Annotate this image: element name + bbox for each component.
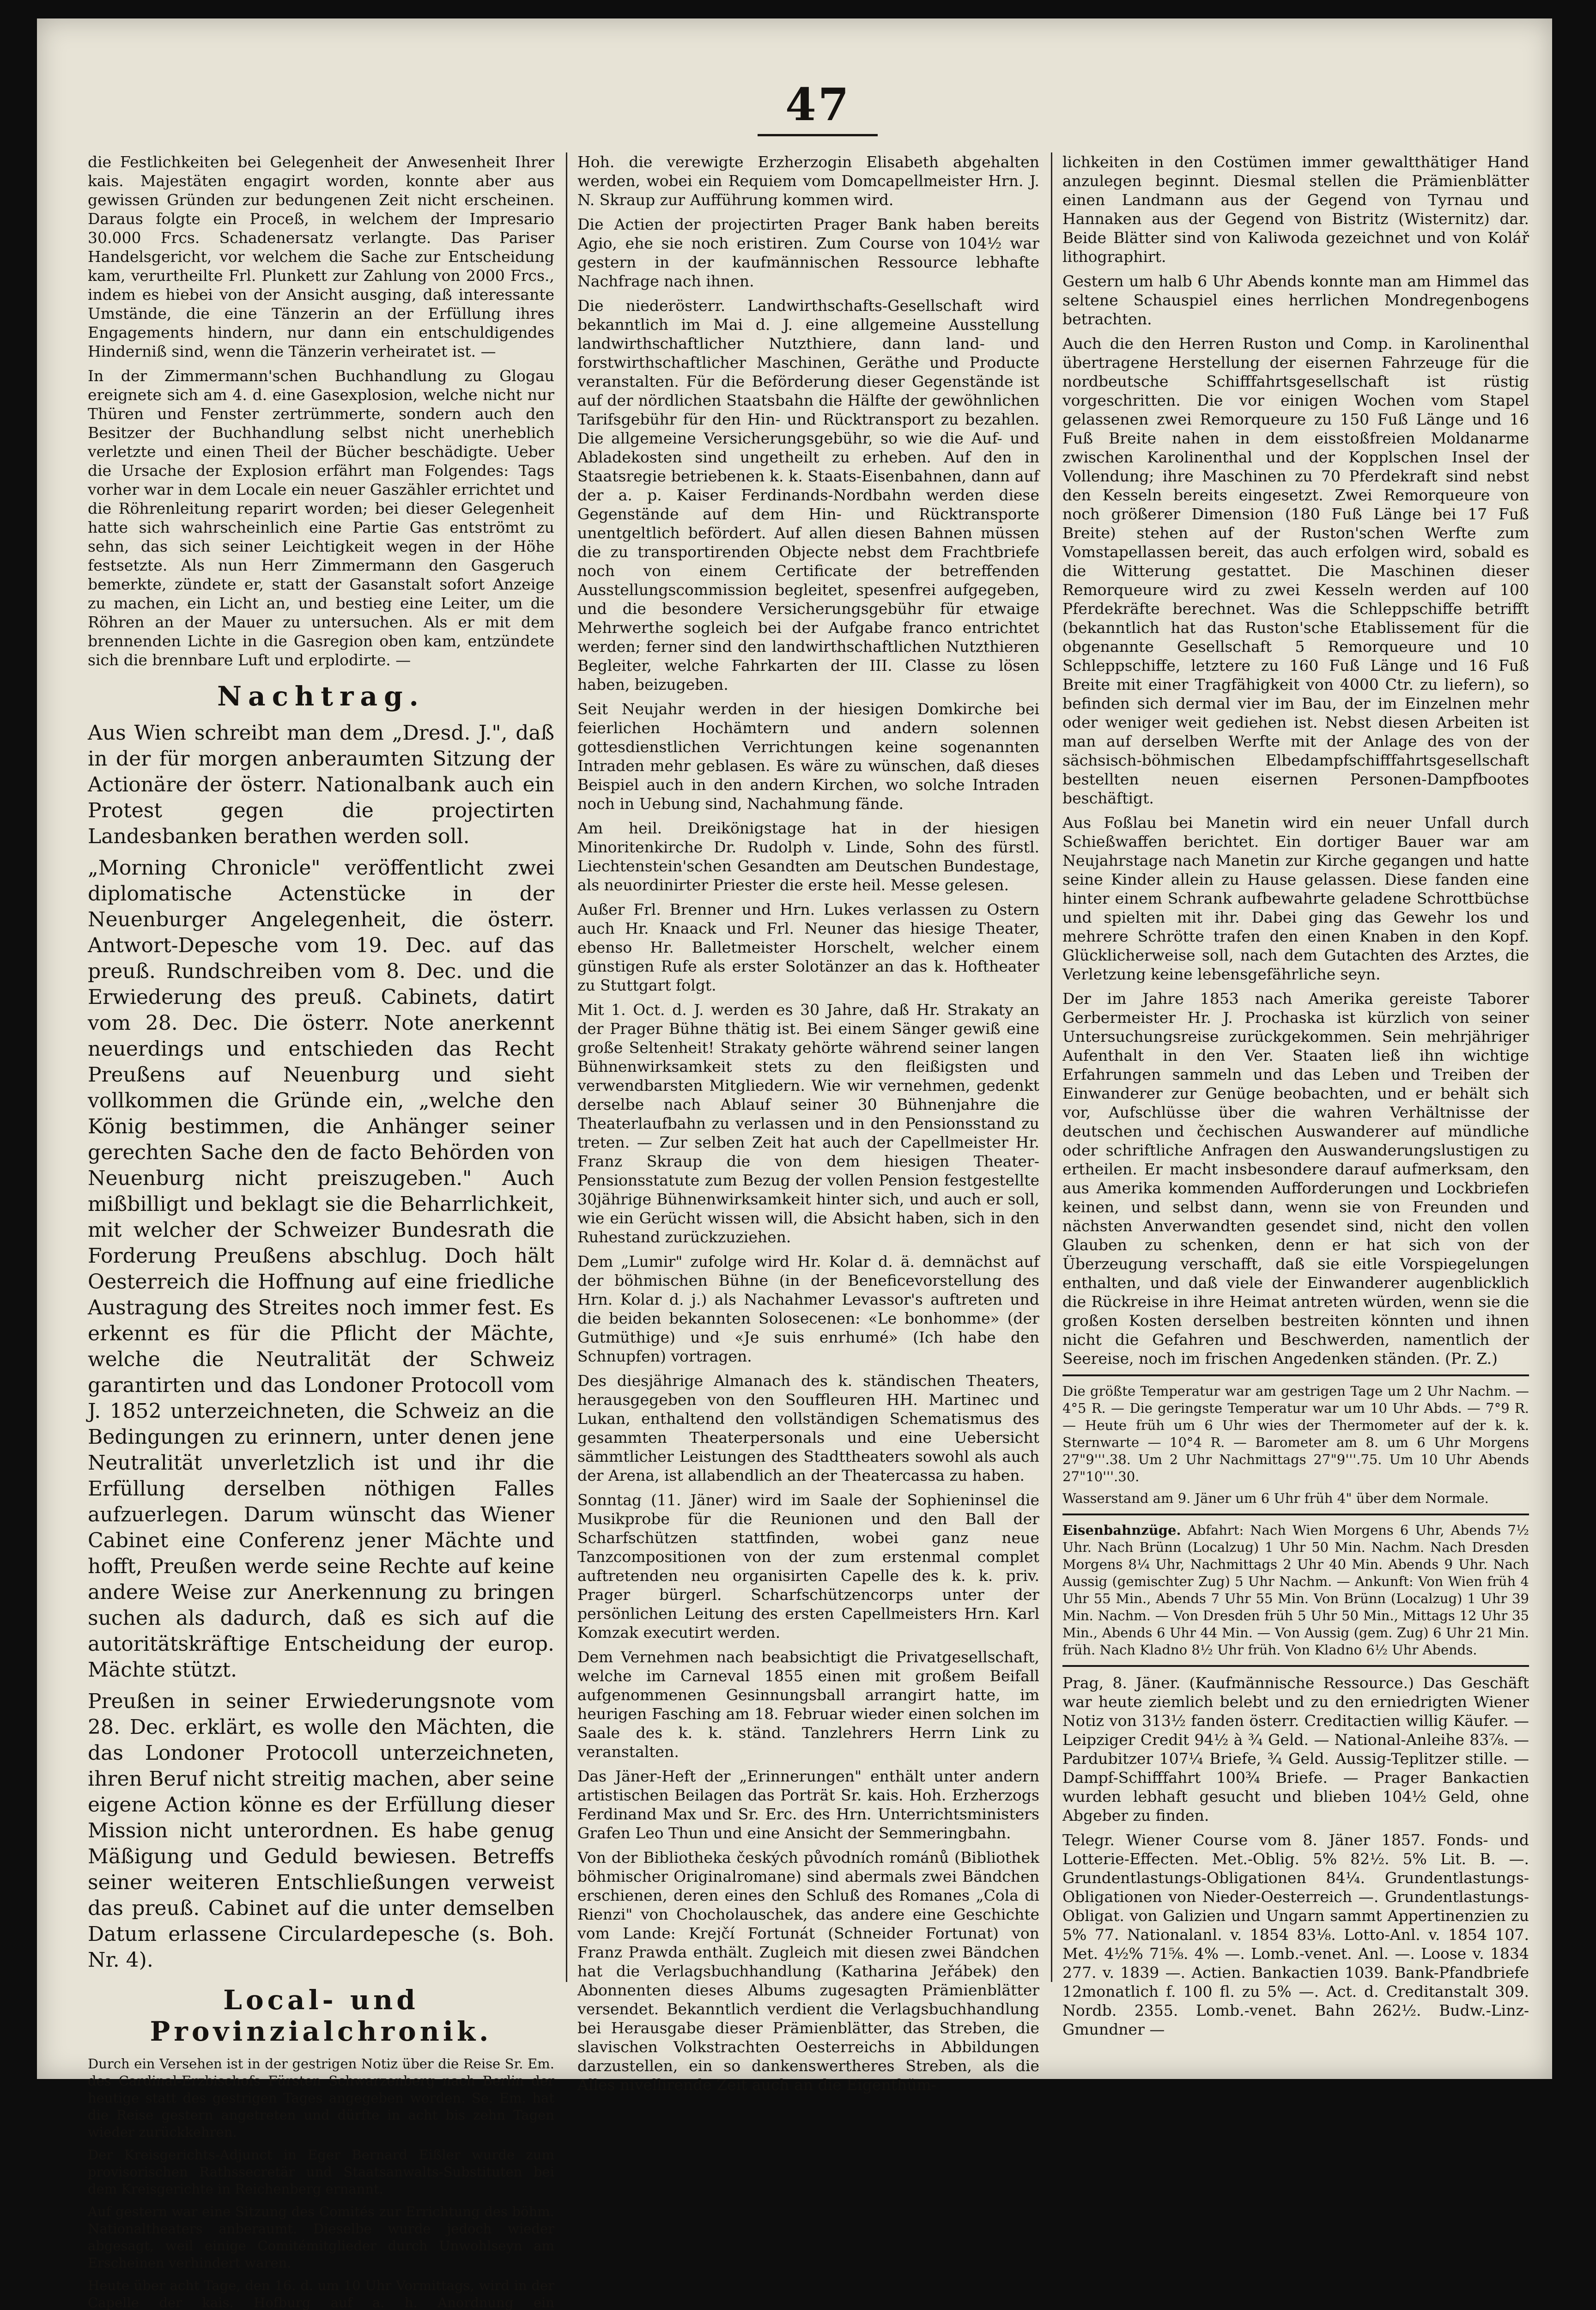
article-plunkett-end: die Festlichkeiten bei Gelegenheit der Anwesenheit Ihrer kais. Majestäten engagirt worden, konnte aber aus gewissen Gründen zur bedungenen Zeit nicht erscheinen. Daraus folgte ein Proceß, in welchem der Impresario 30.000 Frcs. Schadenersatz verlangte. Das Pariser Handelsgericht, vor welchem die Sache zur Entscheidung kam, verurtheilte Frl. Plunkett zur Zahlung von 2000 Frcs., indem es hiebei von der Ansicht ausging, daß interessante Umstände, die eine Tänzerin an der Erfüllung ihres Engagements hindern, nur dann ein entschuldigendes Hinderniß sind, wenn die Tänzerin verheiratet ist. — [88,153,554,360]
column-left [88,152,554,2310]
article-neuenburg: „Morning Chronicle" veröffentlicht zwei diplomatische Actenstücke in der Neuenburger Angelegenheit, die österr. Antwort-Depesche vom 19. Dec. auf das preuß. Rundschreiben vom 8. Dec. und die Erwiederung des preuß. Cabinets, datirt vom 28. Dec. Die österr. Note anerkennt neuerdings und entschieden das Recht Preußens auf Neuenburg und sieht vollkommen die Gründe ein, „welche den König bestimmen, die Anhänger seiner gerechten Sache den de facto Behörden von Neuenburg nicht preiszugeben." Auch mißbilligt und beklagt sie die Beharrlichkeit, mit welcher der Schweizer Bundesrath die Forderung Preußens abschlug. Doch hält Oesterreich die Hoffnung auf eine friedliche Austragung des Streites noch immer fest. Es erkennt es für die Pflicht der Mächte, welche die Neutralität der Schweiz garantirten und das Londoner Protocoll vom J. 1852 unterzeichneten, die Schweiz an die Bedingungen zu erinnern, unter denen jene Neutralität unverletzlich ist und ihr die Erfüllung derselben nöthigen Falles aufzuerlegen. Darum wünscht das Wiener Cabinet eine Conferenz jener Mächte und hofft, Preußen werde seine Rechte auf keine andere Weise zur Anerkennung zu bringen suchen als dadurch, daß es sich auf die autoritätskräftige Entscheidung der europ. Mächte stützt. [88,856,554,1682]
article-mondregenbogen: Gestern um halb 6 Uhr Abends konnte man am Himmel das seltene Schauspiel eines herrlichen Mondregenbogens betrachten. [1062,272,1529,328]
article-carneval: Dem Vernehmen nach beabsichtigt die Privatgesellschaft, welche im Carneval 1855 einen mit großem Beifall aufgenommenen Gesinnungsball arrangirt hatte, im heurigen Fasching am 18. Februar wieder einen solchen im Saale des k. k. ständ. Tanzlehrers Herrn Link zu veranstalten. [577,1648,1039,1761]
article-nationalbank: Aus Wien schreibt man dem „Dresd. J.", daß in der für morgen anberaumten Sitzung der Actionäre der österr. Nationalbank auch ein Protest gegen die projectirten Landesbanken berathen werden soll. [88,721,554,848]
heading-local-chronik: Local- und Provinzialchronik. [150,1984,492,2047]
article-strakaty: Mit 1. Oct. d. J. werden es 30 Jahre, daß Hr. Strakaty an der Prager Bühne thätig ist. Bei einem Sänger gewiß eine große Seltenheit! Strakaty gehörte während seiner langen Bühnenwirksamkeit stets zu den fleißigsten und verwendbarsten Mitgliedern. Wie wir vernehmen, gedenkt derselbe nach Ablauf seiner 30 Bühnenjahre die Theaterlaufbahn zu verlassen und in den Pensionsstand zu treten. — Zur selben Zeit hat auch der Capellmeister Hr. Franz Skraup die von dem hiesigen Theater-Pensionsstatute zum Bezug der vollen Pension festgestellte 30jährige Bühnenwirksamkeit hinter sich, und auch er soll, wie ein Gerücht wissen will, die Absicht haben, sich in den Ruhestand zurückzuziehen. [577,1001,1039,1246]
article-requiem: Hoh. die verewigte Erzherzogin Elisabeth abgehalten werden, wobei ein Requiem vom Domcapellmeister Hrn. J. N. Skraup zur Aufführung kommen wird. [577,153,1039,209]
article-theater-abgang: Außer Frl. Brenner und Hrn. Lukes verlassen zu Ostern auch Hr. Knaack und Frl. Neuner das hiesige Theater, ebenso Hr. Balletmeister Horschelt, welcher einem günstigen Rufe als erster Solotänzer an das k. Hoftheater zu Stuttgart folgt. [577,900,1039,994]
article-nationaltheater: Auf gestern war eine Sitzung des Comités zur Errichtung des böhm. Nationaltheaters anberaumt. Dieselbe wurde jedoch wieder abgesagt, weil einige Comitémitglieder durch Unwohlseyn am Erscheinen verhindert waren. [88,2204,554,2271]
divider-rail [1062,1514,1529,1515]
article-ruston: Auch die den Herren Ruston und Comp. in Karolinenthal übertragene Herstellung der eisernen Fahrzeuge für die nordbeutsche Schifffahrtsgesellschaft ist rüstig vorgeschritten. Die vor einigen Wochen vom Stapel gelassenen zwei Remorqueure zu 150 Fuß Länge und 16 Fuß Breite nahen in dem eisstoßfreien Moldanarme zwischen Karolinenthal und der Kopplschen Insel der Vollendung; ihre Maschinen zu 70 Pferdekraft sind nebst den Kesseln bereits eingesetzt. Zwei Remorqueure von noch größerer Dimension (180 Fuß Länge bei 17 Fuß Breite) stehen auf der Ruston'schen Werfte zum Vomstapellassen bereit, das auch erfolgen wird, sobald es die Witterung gestattet. Die Maschinen dieser Remorqueure wird zu zwei Kesseln werden auf 100 Pferdekräfte berechnet. Was die Schleppschiffe betrifft (bekanntlich hat das Ruston'sche Etablissement für die obgenannte Gesellschaft 5 Remorqueure und 10 Schleppschiffe, letztere zu 160 Fuß Länge und 16 Fuß Breite mit einer Tragfähigkeit von 4000 Ctr. zu liefern), so befinden sich dermal vier im Bau, der im Einzelnen mehr oder weniger weit gediehen ist. Nebst diesen Arbeiten ist man auf derselben Werfte mit der Anlage des von der sächsisch-böhmischen Elbedampfschifffahrtsgesellschaft bestellten neuen eisernen Personen-Dampfbootes beschäftigt. [1062,334,1529,807]
article-fosslau: Aus Foßlau bei Manetin wird ein neuer Unfall durch Schießwaffen berichtet. Ein dortiger Bauer war am Neujahrstage nach Manetin zur Kirche gegangen und hatte seine Kinder allein zu Hause gelassen. Diese fanden eine hinter einem Schrank aufbewahrte geladene Schrottbüchse und spielten mit ihr. Dabei ging das Gewehr los und mehrere Schrötte trafen den einen Knaben in den Kopf. Glücklicherweise soll, nach dem Gutachten des Arztes, die Verletzung keine lebensgefährliche seyn. [1062,814,1529,983]
divider-market [1062,1665,1529,1667]
divider-weather [1062,1374,1529,1376]
article-prochaska: Der im Jahre 1853 nach Amerika gereiste Taborer Gerbermeister Hr. J. Prochaska ist kürzlich von seiner Untersuchungsreise zurückgekommen. Sein mehrjähriger Aufenthalt in den Ver. Staaten ließ ihn wichtige Erfahrungen sammeln und das Leben und Treiben der Einwanderer zur Genüge beobachten, und er behält sich vor, Aufschlüsse über die wahren Verhältnisse der deutschen und čechischen Auswanderer auf mündliche oder schriftliche Anfragen den Auswanderungslustigen zu ertheilen. Er macht insbesondere darauf aufmerksam, den aus Amerika kommenden Aufforderungen und Lockbriefen keinen, und selbst dann, wenn sie von Freunden und nächsten Anverwandten gesendet sind, nicht den vollen Glauben zu schenken, denn er hat sich von der Überzeugung verschafft, daß sie eitle Vorspiegelungen enthalten, und daß viele der Einwanderer augenblicklich die Rückreise in ihre Heimat antreten würden, wenn sie die großen Kosten derselben bestreiten könnten und ihnen nicht die Gefahren und Beschwerden, namentlich der Seereise, noch im frischen Angedenken ständen. (Pr. Z.) [1062,990,1529,1368]
market-prag: Prag, 8. Jäner. (Kaufmännische Ressource.) Das Geschäft war heute ziemlich belebt und zu den erniedrigten Wiener Notiz von 313½ fanden österr. Creditactien willig Käufer. — Leipziger Credit 94½ à ¾ Geld. — National-Anleihe 83⅞. — Pardubitzer 107¼ Briefe, ¾ Geld. Aussig-Teplitzer stille. — Dampf-Schifffahrt 100¾ Briefe. — Prager Bankactien wurden lebhaft gesucht und blieben 104½ Geld, ohne Abgeber zu finden. [1062,1674,1529,1824]
column-divider-left [566,152,567,1982]
railway-text: Abfahrt: Nach Wien Morgens 6 Uhr, Abends 7½ Uhr. Nach Brünn (Localzug) 1 Uhr 50 Min. Nachm. Nach Dresden Morgens 8¼ Uhr, Nachmittags 2 Uhr 40 Min. Abends 9 Uhr. Nach Aussig (gemischter Zug) 5 Uhr Nachm. — Ankunft: Von Wien früh 4 Uhr 55 Min., Abends 7 Uhr 55 Min. Von Brünn (Localzug) 1 Uhr 39 Min. Nachm. — Von Dresden früh 5 Uhr 50 Min., Mittags 12 Uhr 35 Min., Abends 6 Uhr 44 Min. — Von Aussig (gem. Zug) 6 Uhr 21 Min. früh. Nach Kladno 8½ Uhr früh. Von Kladno 6½ Uhr Abends. [1062,1522,1529,1658]
article-musikprobe: Sonntag (11. Jäner) wird im Saale der Sophieninsel die Musikprobe für die Reunionen und den Ball der Scharfschützen stattfinden, wobei ganz neue Tanzcompositionen von der zum erstenmal complet auftretenden neu organisirten Capelle des k. k. priv. Prager bürgerl. Scharfschützencorps unter der persönlichen Leitung des ersten Capellmeisters Hrn. Karl Komzak executirt werden. [577,1491,1039,1641]
article-erinnerungen: Das Jäner-Heft der „Erinnerungen" enthält unter andern artistischen Beilagen das Porträt Sr. kais. Hoh. Erzherzogs Ferdinand Max und Sr. Erc. des Hrn. Unterrichtsministers Grafen Leo Thun und eine Ansicht der Semmeringbahn. [577,1767,1039,1842]
page-number-rule [758,134,878,136]
column-middle [577,152,1039,2094]
article-intraden: Seit Neujahr werden in der hiesigen Domkirche bei feierlichen Hochämtern und andern solennen gottesdienstlichen Verrichtungen keine sogenannten Intraden mehr geblasen. Es wäre zu wünschen, daß dieses Beispiel auch in den andern Kirchen, wo solche Intraden noch in Uebung sind, Nachahmung fände. [577,700,1039,813]
article-almanach: Des diesjährige Almanach des k. ständischen Theaters, herausgegeben von den Souffleuren HH. Martinec und Lukan, enthaltend den vollständigen Schematismus des gesammten Theaterpersonals und eine Uebersicht sämmtlicher Leistungen des Stadttheaters sowohl als auch der Arena, ist allabendlich an der Theatercassa zu haben. [577,1372,1039,1484]
article-prager-bank: Die Actien der projectirten Prager Bank haben bereits Agio, ehe sie noch eristiren. Zum Course von 104½ war gestern in der kaufmännischen Ressource lebhafte Nachfrage nach ihnen. [577,215,1039,290]
weather-report: Die größte Temperatur war am gestrigen Tage um 2 Uhr Nachm. — 4°5 R. — Die geringste Temperatur war um 10 Uhr Abds. — 7°9 R. — Heute früh um 6 Uhr wies der Thermometer auf der k. k. Sternwarte — 10°4 R. — Barometer am 8. um 6 Uhr Morgens 27"9'''.38. Um 2 Uhr Nachmittags 27"9'''.75. Um 10 Uhr Abends 27"10'''.30. [1062,1383,1529,1484]
water-level: Wasserstand am 9. Jäner um 6 Uhr früh 4" über dem Normale. [1062,1490,1489,1506]
market-wien-course: Telegr. Wiener Course vom 8. Jäner 1857. Fonds- und Lotterie-Effecten. Met.-Oblig. 5% 82½. 5% Lit. B. —. Grundentlastungs-Obligationen 84¼. Grundentlastungs-Obligationen von Nieder-Oesterreich —. Grundentlastungs-Obligat. von Galizien und Ungarn sammt Appertinenzien zu 5% 77. Nationalanl. v. 1854 83⅛. Lotto-Anl. v. 1854 107. Met. 4½% 71⅝. 4% —. Lomb.-venet. Anl. —. Loose v. 1834 277. v. 1839 —. Actien. Bankactien 1039. Bank-Pfandbriefe 12monatlich f. 100 fl. zu 5% —. Act. d. Creditanstalt 309. Nordb. 2355. Lomb.-venet. Bahn 262½. Budw.-Linz-Gmundner — [1062,1831,1529,2038]
article-lumir: Dem „Lumir" zufolge wird Hr. Kolar d. ä. demnächst auf der böhmischen Bühne (in der Beneficevorstellung des Hrn. Kolar d. j.) als Nachahmer Levassor's auftreten und die beiden bekannten Solosecenen: «Le bonhomme» (der Gutmüthige) und «Je suis enrhumé» (Ich habe den Schnupfen) vortragen. [577,1252,1039,1365]
article-bibliotheka: Von der Bibliotheka českých původních románů (Bibliothek böhmischer Originalromane) sind abermals zwei Bändchen erschienen, deren eines den Schluß des Romanes „Cola di Rienzi" von Chocholauschek, das andere eine Geschichte vom Lande: Krejčí Fortunát (Schneider Fortunat) von Franz Prawda enthält. Zugleich mit diesen zwei Bändchen hat die Verlagsbuchhandlung (Katharina Jeřábek) den Abonnenten dieses Albums zugesagten Prämienblätter versendet. Bekanntlich verdient die Verlagsbuchhandlung bei Herausgabe dieser Prämienblätter, das Streben, die slavischen Volkstrachten Oesterreichs in Abbildungen darzustellen, ein so dankenswertheres Streben, als die Alles nivellirende Zeit auch an die Eigenthüm- [577,1848,1039,2094]
page-number: 47 [785,79,851,131]
newspaper-page [37,18,1552,2310]
article-landwirthschaft: Die niederösterr. Landwirthschafts-Gesellschaft wird bekanntlich im Mai d. J. eine allgemeine Ausstellung landwirthschaftlicher Nutzthiere, dann land- und forstwirthschaftlicher Maschinen, Geräthe und Producte veranstalten. Für die Beförderung dieser Gegenstände ist auf der nördlichen Staatsbahn die Hälfte der gewöhnlichen Tarifsgebühr für den Hin- und Rücktransport zu bezahlen. Die allgemeine Versicherungsgebühr, so wie die Auf- und Abladekosten sind ungetheilt zu erheben. Auf den in Staatsregie betriebenen k. k. Staats-Eisenbahnen, dann auf der a. p. Kaiser Ferdinands-Nordbahn werden diese Gegenstände auf dem Hin- und Rücktransporte unentgeltlich befördert. Auf allen diesen Bahnen müssen die zu transportirenden Objecte nebst dem Frachtbriefe noch von einem Certificate der betreffenden Ausstellungscommission begleitet, spesenfrei aufgegeben, und die besondere Versicherungsgebühr für etwaige Mehrwerthe sogleich bei der Aufgabe franco entrichtet werden; ferner sind den landwirthschaftlichen Nutzthieren Begleiter, welche Fahrkarten der III. Classe zu lösen haben, beizugeben. [577,297,1039,693]
column-right [1062,152,1529,2065]
article-dreikoenig: Am heil. Dreikönigstage hat in der hiesigen Minoritenkirche Dr. Rudolph v. Linde, Sohn des fürstl. Liechtenstein'schen Gesandten am Deutschen Bundestage, als neuordinirter Priester die erste heil. Messe gelesen. [577,819,1039,894]
railway-schedule [1062,1522,1529,1659]
article-praemienblaetter: lichkeiten in den Costümen immer gewaltthätiger Hand anzulegen beginnt. Diesmal stellen die Prämienblätter einen Landmann aus der Gegend von Tyrnau und Hannaken aus der Gegend von Bistritz (Wisternitz) dar. Beide Blätter sind von Kaliwoda gezeichnet und von Kolář lithographirt. [1062,153,1529,266]
article-preussen-note: Preußen in seiner Erwiederungsnote vom 28. Dec. erklärt, es wolle den Mächten, die das Londoner Protocoll unterzeichneten, ihren Beruf nicht streitig machen, aber seine eigene Action könne es der Erfüllung dieser Mission nicht unterordnen. Es habe genug Mäßigung und Geduld bewiesen. Betreffs seiner weiteren Entschließungen verweist das preuß. Cabinet auf die unter demselben Datum erlassene Circulardepesche (s. Boh. Nr. 4). [88,1690,554,1972]
heading-nachtrag: Nachtrag. [217,681,425,712]
article-trauergottesdienst: Heute über acht Tage, den 16. d. um 10 Uhr Vormittags, wird in der Capelle der kais. Hofburg auf a. h. Anordnung ein [88,2278,554,2310]
article-cardinal: Durch ein Versehen ist in der gestrigen Notiz über die Reise Sr. Em. des Cardinal-Erzbischofs Fürsten Schwarzenberg nach Berlin der heutige statt des gestrigen Tages angegeben worden. Se. Em. hat die Reise gestern angetreten und dürfte in acht bis zehn Tagen wieder zurückkehren. [88,2056,554,2140]
article-gas-explosion: In der Zimmermann'schen Buchhandlung zu Glogau ereignete sich am 4. d. eine Gasexplosion, welche nicht nur Thüren und Fenster zertrümmerte, sondern auch den Besitzer der Buchhandlung selbst nicht unerheblich verletzte und einen Theil der Bücher beschädigte. Ueber die Ursache der Explosion erfährt man Folgendes: Tags vorher war in dem Locale ein neuer Gaszähler errichtet und die Röhrenleitung reparirt worden; bei dieser Gelegenheit hatte sich wahrscheinlich eine Partie Gas entströmt zu sehn, das sich seiner Leichtigkeit wegen in der Höhe festsetzte. Als nun Herr Zimmermann den Gasgeruch bemerkte, zündete er, statt der Gasanstalt sofort Anzeige zu machen, ein Licht an, und bestieg eine Leiter, um die Röhren an der Mauer zu untersuchen. Als er mit dem brennenden Lichte in die Gasregion oben kam, entzündete sich die brennbare Luft und erplodirte. — [88,367,554,669]
article-adjunct: Der Kreisgerichts-Adjunct in Eger Bernard Eißler wurde zum provisorischen Rathssecretär und Staatsanwalts-Substituten bei dem Kreisgerichte in Reichenberg ernannt. [88,2147,554,2197]
column-divider-right [1051,152,1052,1982]
railway-title: Eisenbahnzüge. [1062,1522,1181,1538]
